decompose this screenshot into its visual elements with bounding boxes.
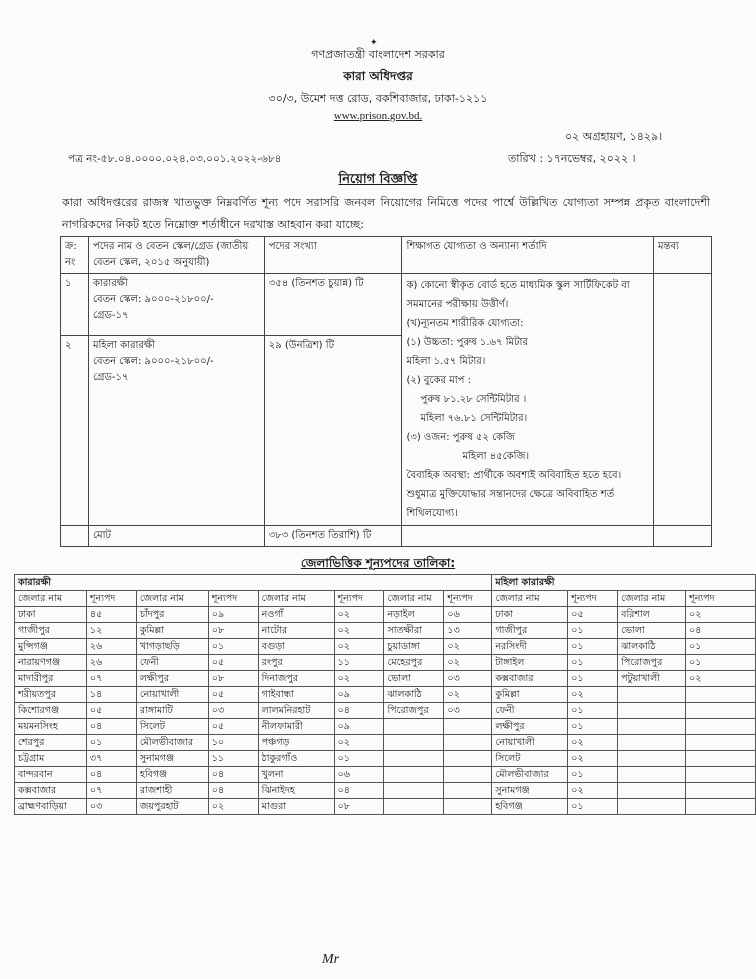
vacancy-cell: ০৬ <box>334 767 384 783</box>
district-name-cell: পঞ্চগড় <box>258 735 334 751</box>
vacancy-cell: ০৪ <box>208 767 258 783</box>
vacancy-cell: ০২ <box>568 687 618 703</box>
post-name-cell <box>88 336 264 526</box>
vacancy-cell: ০৫ <box>568 607 618 623</box>
header-vacancy: শূন্যপদ <box>334 591 384 607</box>
group-male-label: কারারক্ষী <box>15 575 492 591</box>
vacancy-cell: ০৪ <box>334 703 384 719</box>
district-name-cell: নড়াইল <box>384 607 444 623</box>
district-name-cell: খাগড়াছড়ি <box>136 639 208 655</box>
district-name-cell: নারায়ণগঞ্জ <box>15 655 87 671</box>
district-name-cell: টাঙ্গাইল <box>492 655 568 671</box>
posts-table <box>60 236 712 547</box>
vacancy-cell <box>686 703 756 719</box>
memo-number: পত্র নং-৫৮.০৪.০০০০.০২৪.০৩.০০১.২০২২-৬৮৪ <box>68 153 282 165</box>
total-label: মোট <box>88 526 264 547</box>
district-name-cell: বান্দরবান <box>15 767 87 783</box>
district-name-cell <box>384 799 444 815</box>
vacancy-cell: ০১ <box>568 623 618 639</box>
vacancy-cell: ১২ <box>86 623 136 639</box>
district-name-cell <box>618 687 686 703</box>
vacancy-cell: ০৮ <box>208 671 258 687</box>
header-remarks: মন্তব্য <box>654 237 712 274</box>
serial-cell: ১ <box>61 274 89 336</box>
qualification-line: (১) উচ্চতা: পুরুষ ১.৬৭ মিটার <box>406 337 528 348</box>
notice-title: নিয়োগ বিজ্ঞপ্তি <box>338 172 418 187</box>
district-name-cell <box>384 783 444 799</box>
district-name-cell: কক্সবাজার <box>15 783 87 799</box>
table-row <box>15 687 756 703</box>
vacancy-cell: ০৪ <box>86 767 136 783</box>
vacancy-cell: ০২ <box>334 671 384 687</box>
district-name-cell: বরিশাল <box>618 607 686 623</box>
district-name-cell: পিরোজপুর <box>384 703 444 719</box>
department-address: ৩০/৩, উমেশ দত্ত রোড, বকশিবাজার, ঢাকা-১২১১ <box>268 92 488 105</box>
district-name-cell: ফেনী <box>136 655 208 671</box>
vacancy-cell <box>686 799 756 815</box>
header-post-count: পদের সংখ্যা <box>264 237 402 274</box>
district-name-cell: নরসিংদী <box>492 639 568 655</box>
district-name-cell <box>384 719 444 735</box>
header-qualification: শিক্ষাগত যোগ্যতা ও অন্যান্য শর্তাদি <box>402 237 654 274</box>
district-name-cell: পটুয়াখালী <box>618 671 686 687</box>
district-name-cell: শেরপুর <box>15 735 87 751</box>
vacancy-cell <box>444 799 492 815</box>
qualification-line: ক) কোনো স্বীকৃত বোর্ড হতে মাধ্যমিক স্কুল সার্টিফিকেট বা সমমানের পরীক্ষায় উত্তীর্ণ। <box>406 280 630 310</box>
vacancy-cell: ০১ <box>568 639 618 655</box>
vacancy-cell <box>444 751 492 767</box>
header-district-name: জেলার নাম <box>136 591 208 607</box>
district-name-cell: ময়মনসিংহ <box>15 719 87 735</box>
vacancy-cell: ০৫ <box>208 719 258 735</box>
vacancy-cell: ০১ <box>686 639 756 655</box>
header-district-name: জেলার নাম <box>618 591 686 607</box>
header-vacancy: শূন্যপদ <box>86 591 136 607</box>
post-count-cell: ৩৫৪ (তিনশত চুয়ান্ন) টি <box>264 274 402 336</box>
vacancy-cell: ০৪ <box>334 783 384 799</box>
district-name-cell: চুয়াডাঙ্গা <box>384 639 444 655</box>
group-female-label: মহিলা কারারক্ষী <box>492 575 756 591</box>
qualification-line: (খ)ন্যূনতম শারীরিক যোগ্যতা: <box>406 318 524 329</box>
pay-scale: বেতন স্কেল: ৯০০০-২১৮০০/- <box>92 294 214 305</box>
vacancy-cell: ০৫ <box>208 687 258 703</box>
header-post-name: পদের নাম ও বেতন স্কেল/গ্রেড (জাতীয় বেতন স্কেল, ২০১৫ অনুযায়ী) <box>88 237 264 274</box>
header-serial: ক্র: নং <box>61 237 89 274</box>
total-empty-cell <box>61 526 89 547</box>
vacancy-cell: ০২ <box>568 783 618 799</box>
vacancy-cell: ০২ <box>334 607 384 623</box>
vacancy-cell <box>444 735 492 751</box>
post-count-cell: ২৯ (উনত্রিশ) টি <box>264 336 402 526</box>
district-name-cell <box>618 767 686 783</box>
post-name-cell <box>88 274 264 336</box>
table-row <box>15 751 756 767</box>
posts-table-header <box>61 237 712 274</box>
district-name-cell <box>618 783 686 799</box>
district-name-cell: রাজশাহী <box>136 783 208 799</box>
district-name-cell: রাঙ্গামাটি <box>136 703 208 719</box>
post-name: কারারক্ষী <box>92 278 128 289</box>
vacancy-cell: ০৭ <box>86 783 136 799</box>
vacancy-cell: ০৫ <box>208 655 258 671</box>
qualification-line: মহিলা ৭৬.৮১ সেন্টিমিটার। <box>420 413 528 424</box>
district-name-cell: বগুড়া <box>258 639 334 655</box>
district-name-cell: ভোলা <box>618 623 686 639</box>
district-name-cell: মেহেরপুর <box>384 655 444 671</box>
district-name-cell: কুমিল্লা <box>136 623 208 639</box>
vacancy-cell: ০১ <box>568 799 618 815</box>
vacancy-cell: ০২ <box>568 751 618 767</box>
district-table <box>14 574 756 815</box>
header-vacancy: শূন্যপদ <box>208 591 258 607</box>
district-name-cell <box>618 703 686 719</box>
remarks-cell <box>654 274 712 526</box>
vacancy-cell: ০৩ <box>444 703 492 719</box>
signature: Mr <box>322 952 340 967</box>
qualification-line: মহিলা ৪৫কেজি। <box>462 451 530 462</box>
vacancy-cell: ৪৫ <box>86 607 136 623</box>
district-name-cell: গাইবান্ধা <box>258 687 334 703</box>
district-name-cell: মৌলভীবাজার <box>492 767 568 783</box>
vacancy-cell: ১০ <box>208 735 258 751</box>
district-name-cell: ঝালকাঠি <box>384 687 444 703</box>
district-group-row <box>15 575 756 591</box>
government-name: গণপ্রজাতন্ত্রী বাংলাদেশ সরকার <box>311 48 445 61</box>
district-name-cell: ঝালকাঠি <box>618 639 686 655</box>
district-name-cell: সুনামগঞ্জ <box>136 751 208 767</box>
header-district-name: জেলার নাম <box>258 591 334 607</box>
table-row <box>61 274 712 336</box>
bangla-date: ০২ অগ্রহায়ণ, ১৪২৯। <box>565 130 663 143</box>
district-name-cell: ঠাকুরগাঁও <box>258 751 334 767</box>
total-empty-cell <box>402 526 654 547</box>
district-name-cell: কিশোরগঞ্জ <box>15 703 87 719</box>
vacancy-cell: ১৩ <box>444 623 492 639</box>
district-name-cell: সিলেট <box>136 719 208 735</box>
vacancy-cell: ০১ <box>208 639 258 655</box>
vacancy-cell: ০৬ <box>444 607 492 623</box>
district-name-cell <box>384 751 444 767</box>
district-name-cell: লক্ষীপুর <box>136 671 208 687</box>
district-name-cell: লালমনিরহাট <box>258 703 334 719</box>
district-name-cell: হবিগঞ্জ <box>492 799 568 815</box>
header-vacancy: শূন্যপদ <box>444 591 492 607</box>
vacancy-cell: ০১ <box>568 703 618 719</box>
vacancy-cell: ০২ <box>686 607 756 623</box>
qualification-cell <box>402 274 654 526</box>
vacancy-cell: ০৪ <box>686 623 756 639</box>
total-count: ৩৮৩ (তিনশত তিরাশি) টি <box>264 526 402 547</box>
district-name-cell: মাদারীপুর <box>15 671 87 687</box>
table-row <box>15 735 756 751</box>
total-empty-cell <box>654 526 712 547</box>
vacancy-cell: ০৫ <box>86 703 136 719</box>
district-name-cell: মৌলভীবাজার <box>136 735 208 751</box>
district-name-cell: চট্টগ্রাম <box>15 751 87 767</box>
vacancy-cell: ০২ <box>444 655 492 671</box>
district-name-cell: নাটোর <box>258 623 334 639</box>
district-name-cell: গাজীপুর <box>15 623 87 639</box>
header-district-name: জেলার নাম <box>492 591 568 607</box>
table-row <box>15 799 756 815</box>
vacancy-cell: ০১ <box>86 735 136 751</box>
vacancy-cell: ৩৭ <box>86 751 136 767</box>
qualification-line: পুরুষ ৮১.২৮ সেন্টিমিটার । <box>420 394 527 405</box>
vacancy-cell: ১১ <box>208 751 258 767</box>
district-name-cell: নওগাঁ <box>258 607 334 623</box>
district-name-cell <box>618 799 686 815</box>
vacancy-cell: ০২ <box>444 687 492 703</box>
vacancy-cell <box>444 783 492 799</box>
vacancy-cell: ০৯ <box>334 687 384 703</box>
table-row <box>15 623 756 639</box>
district-name-cell: মুন্সিগঞ্জ <box>15 639 87 655</box>
district-name-cell: দিনাজপুর <box>258 671 334 687</box>
district-name-cell: পিরোজপুর <box>618 655 686 671</box>
vacancy-cell: ০৩ <box>86 799 136 815</box>
district-name-cell: সিলেট <box>492 751 568 767</box>
vacancy-cell: ০১ <box>568 719 618 735</box>
district-name-cell: জয়পুরহাট <box>136 799 208 815</box>
district-name-cell: ঝিনাইদহ <box>258 783 334 799</box>
government-emblem-icon: ✦ <box>370 38 378 48</box>
table-row <box>15 703 756 719</box>
district-name-cell: ফেনী <box>492 703 568 719</box>
district-name-cell <box>618 735 686 751</box>
grade: গ্রেড-১৭ <box>92 310 129 321</box>
vacancy-cell: ০২ <box>334 639 384 655</box>
vacancy-cell: ০৩ <box>208 703 258 719</box>
qualification-line: (৩) ওজন: পুরুষ ৫২ কেজি <box>406 432 515 443</box>
table-row <box>15 655 756 671</box>
district-name-cell: সুনামগঞ্জ <box>492 783 568 799</box>
district-name-cell: ব্রাহ্মণবাড়িয়া <box>15 799 87 815</box>
notice-intro: কারা অধিদপ্তরের রাজস্ব খাতভুক্ত নিম্নবর্ণিত শূন্য পদে সরাসরি জনবল নিয়োগের নিমিত্তে পদের পার্শ্বে উল্লিখিত যোগ্যতা সম্পন্ন প্রকৃত বাংলাদেশী নাগরিকদের নিকট হতে নিম্নোক্ত শর্তাধীনে দরখাস্ত আহবান করা যাচ্ছে: <box>62 196 710 231</box>
vacancy-cell <box>686 767 756 783</box>
district-name-cell: চাঁদপুর <box>136 607 208 623</box>
district-name-cell: ভোলা <box>384 671 444 687</box>
table-row <box>15 671 756 687</box>
vacancy-cell: ০৮ <box>334 799 384 815</box>
district-name-cell: হবিগঞ্জ <box>136 767 208 783</box>
district-table-title: জেলাভিত্তিক শূন্যপদের তালিকা: <box>300 556 456 570</box>
district-name-cell: সাতক্ষীরা <box>384 623 444 639</box>
district-name-cell: ঢাকা <box>15 607 87 623</box>
vacancy-cell <box>686 687 756 703</box>
table-row <box>15 639 756 655</box>
vacancy-cell <box>686 751 756 767</box>
district-name-cell: কুমিল্লা <box>492 687 568 703</box>
vacancy-cell <box>444 719 492 735</box>
district-name-cell <box>384 735 444 751</box>
vacancy-cell: ০২ <box>208 799 258 815</box>
total-row <box>61 526 712 547</box>
vacancy-cell: ০২ <box>568 735 618 751</box>
district-name-cell <box>618 751 686 767</box>
table-row <box>15 719 756 735</box>
vacancy-cell: ০৩ <box>444 671 492 687</box>
table-row <box>15 607 756 623</box>
vacancy-cell: ০৪ <box>208 783 258 799</box>
pay-scale: বেতন স্কেল: ৯০০০-২১৮০০/- <box>92 356 214 368</box>
vacancy-cell: ০১ <box>568 655 618 671</box>
vacancy-cell: ০৮ <box>208 623 258 639</box>
district-name-cell: কক্সবাজার <box>492 671 568 687</box>
district-name-cell: নীলফামারী <box>258 719 334 735</box>
grade: গ্রেড-১৭ <box>92 372 129 384</box>
table-row <box>15 783 756 799</box>
vacancy-cell <box>686 735 756 751</box>
post-name: মহিলা কারারক্ষী <box>92 340 155 352</box>
vacancy-cell: ০৭ <box>86 671 136 687</box>
district-name-cell: নোয়াখালী <box>492 735 568 751</box>
qualification-line: বৈবাহিক অবস্থা: প্রার্থীকে অবশ্যই অবিবাহিত হতে হবে।শুধুমাত্র মুক্তিযোদ্ধার সন্তানদের ক্ষেত্রে অবিবাহিত শর্ত শিথিলযোগ্য। <box>406 470 622 519</box>
district-name-cell <box>384 767 444 783</box>
vacancy-cell: ০১ <box>568 767 618 783</box>
vacancy-cell: ০৪ <box>86 719 136 735</box>
website-link[interactable]: www.prison.gov.bd. <box>333 110 423 122</box>
vacancy-cell: ০৯ <box>208 607 258 623</box>
district-name-cell: মাগুরা <box>258 799 334 815</box>
header-district-name: জেলার নাম <box>15 591 87 607</box>
district-name-cell: রংপুর <box>258 655 334 671</box>
table-row <box>15 767 756 783</box>
vacancy-cell: ২৬ <box>86 639 136 655</box>
vacancy-cell: ০২ <box>334 735 384 751</box>
vacancy-cell: ২৬ <box>86 655 136 671</box>
district-name-cell: গাজীপুর <box>492 623 568 639</box>
district-name-cell: নোয়াখালী <box>136 687 208 703</box>
vacancy-cell: ০১ <box>568 671 618 687</box>
vacancy-cell: ১৪ <box>86 687 136 703</box>
vacancy-cell <box>686 719 756 735</box>
district-header-row <box>15 591 756 607</box>
vacancy-cell: ০২ <box>686 671 756 687</box>
district-name-cell: ঢাকা <box>492 607 568 623</box>
header-district-name: জেলার নাম <box>384 591 444 607</box>
district-name-cell: খুলনা <box>258 767 334 783</box>
vacancy-cell: ০২ <box>334 623 384 639</box>
serial-cell: ২ <box>61 336 89 526</box>
district-name-cell: লক্ষীপুর <box>492 719 568 735</box>
vacancy-cell: ০৯ <box>334 719 384 735</box>
department-name: কারা অধিদপ্তর <box>343 69 413 83</box>
district-name-cell: শরীয়তপুর <box>15 687 87 703</box>
vacancy-cell: ০১ <box>686 655 756 671</box>
header-vacancy: শূন্যপদ <box>568 591 618 607</box>
qualification-line: মহিলা ১.৫৭ মিটার। <box>406 356 486 367</box>
vacancy-cell: ০২ <box>444 639 492 655</box>
vacancy-cell: ০১ <box>334 751 384 767</box>
header-vacancy: শূন্যপদ <box>686 591 756 607</box>
district-name-cell <box>618 719 686 735</box>
qualification-line: (২) বুকের মাপ : <box>406 375 471 386</box>
english-date: তারিখ : ১৭নভেম্বর, ২০২২ । <box>508 152 636 165</box>
vacancy-cell: ১১ <box>334 655 384 671</box>
vacancy-cell <box>686 783 756 799</box>
vacancy-cell <box>444 767 492 783</box>
